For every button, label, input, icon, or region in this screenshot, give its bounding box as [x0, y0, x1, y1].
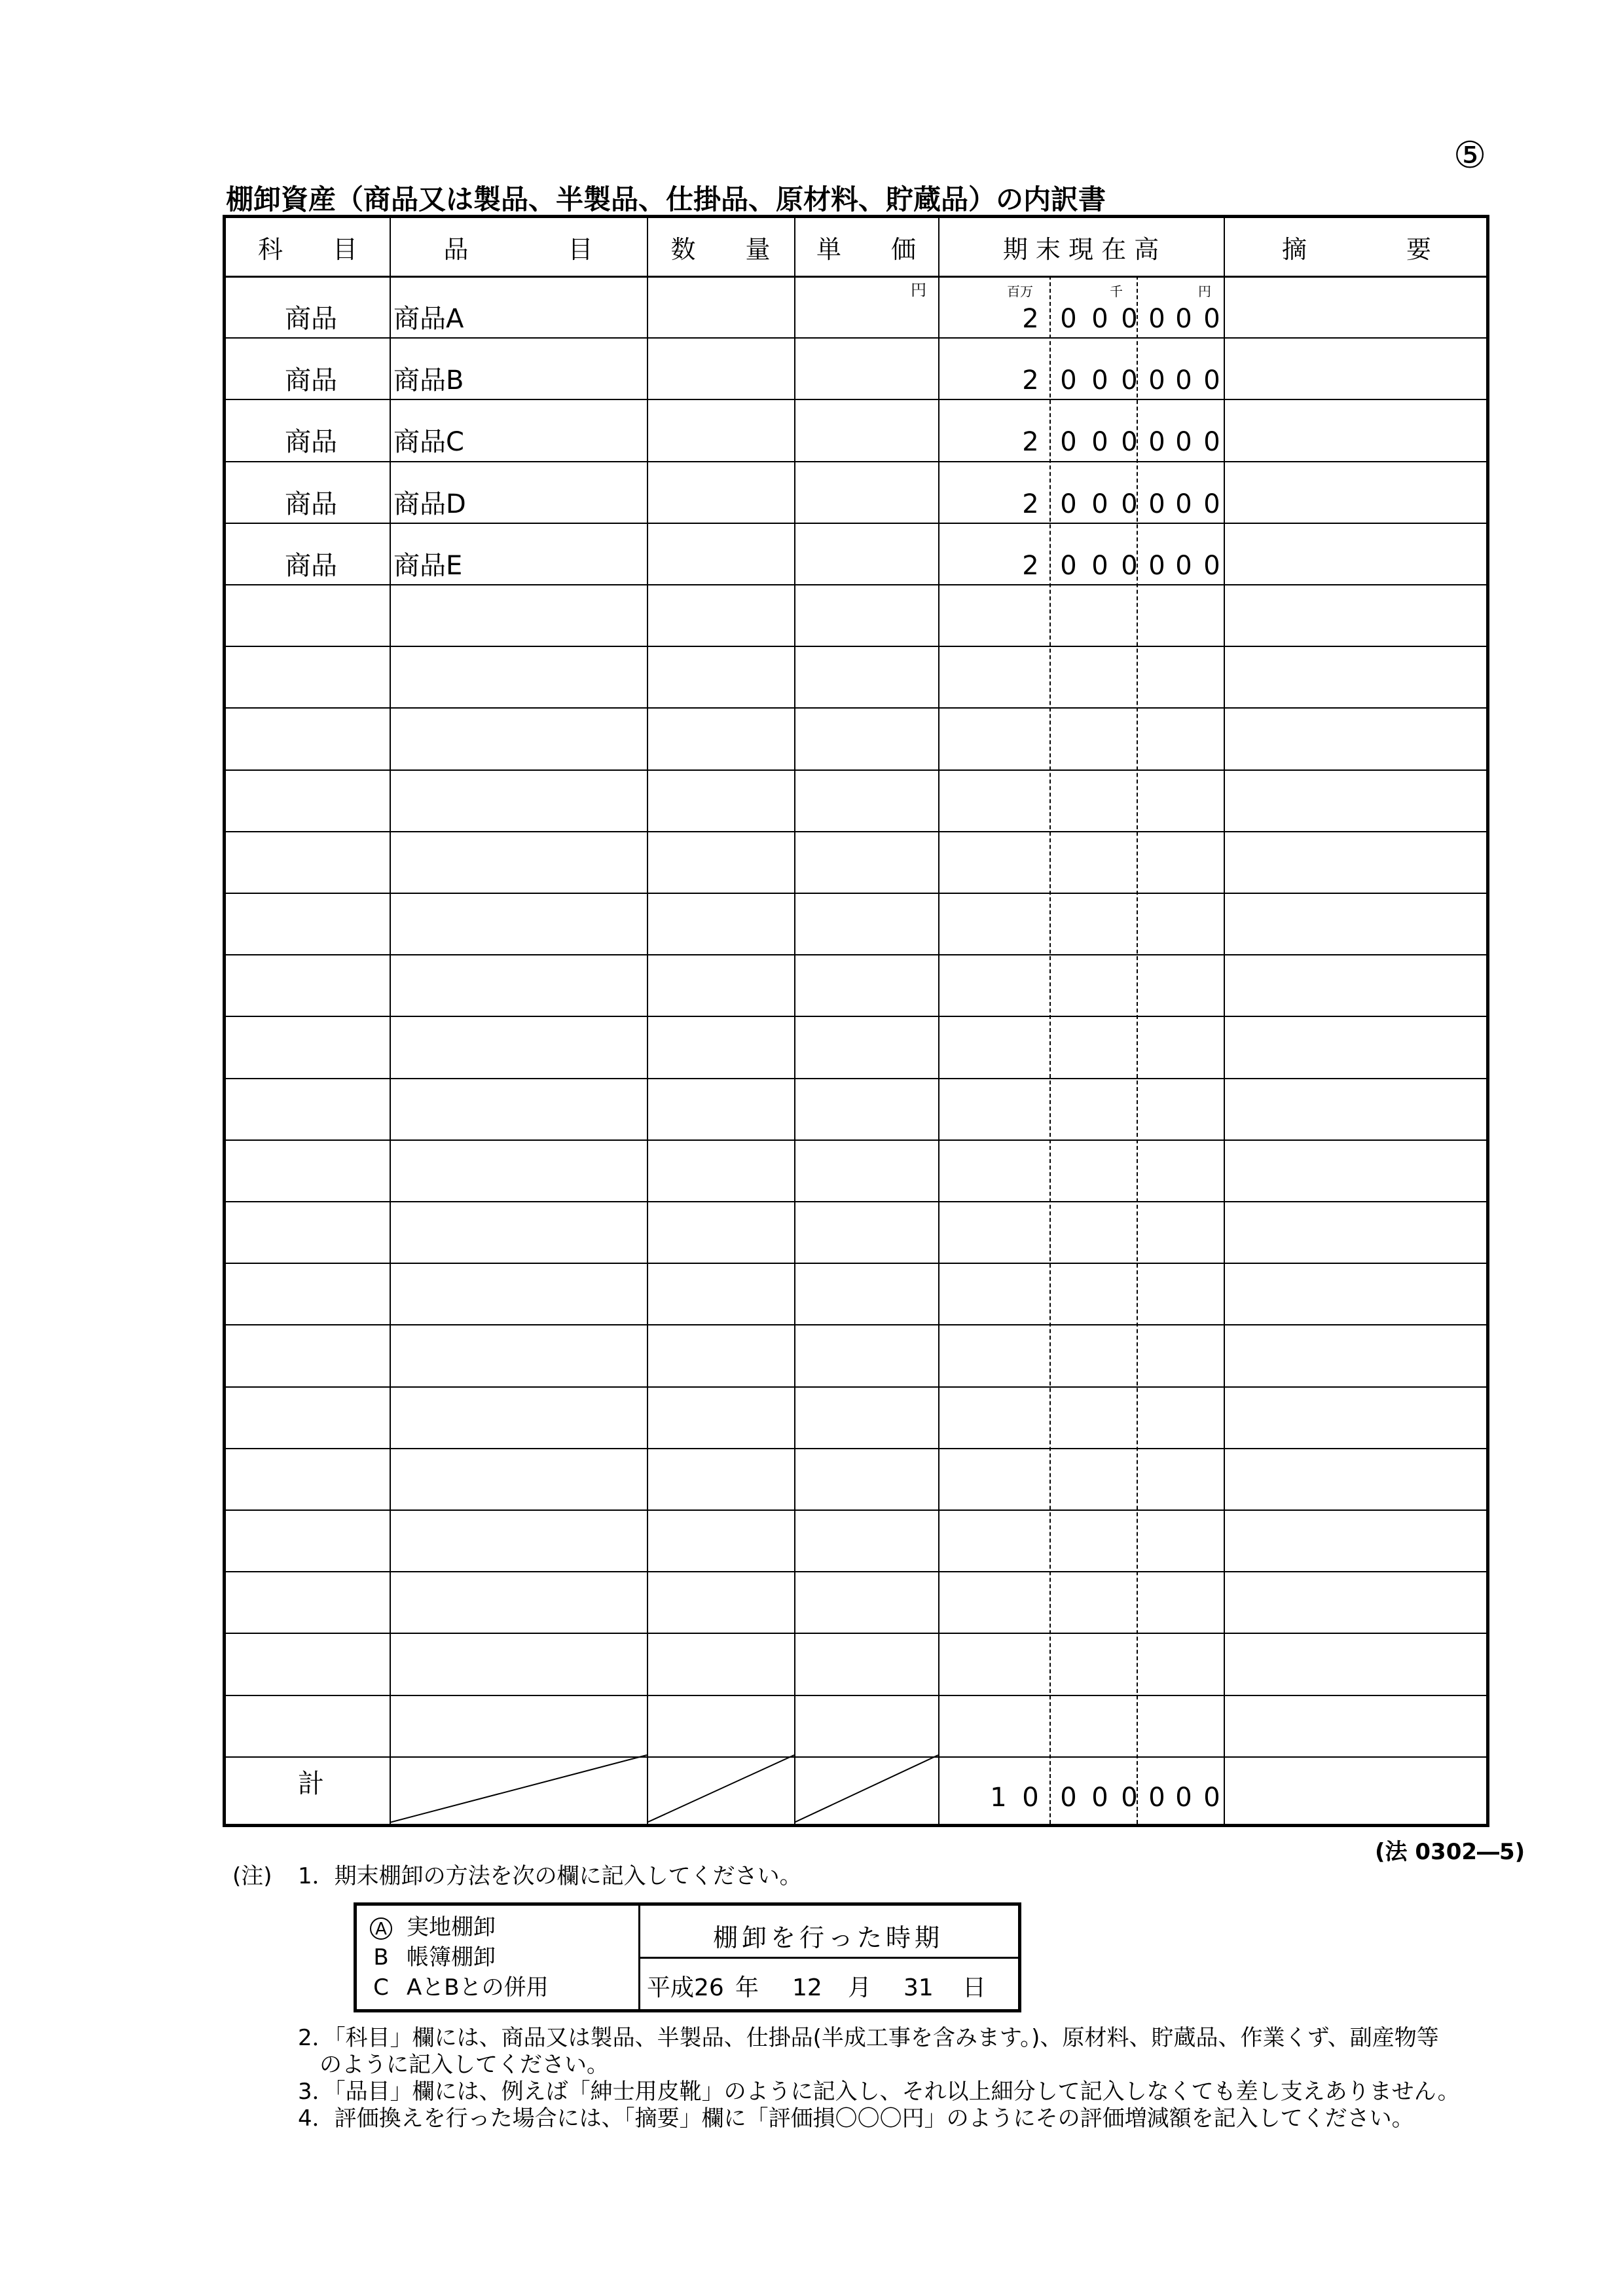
inventory-timing-label: 棚卸を行った時期 [712, 1923, 943, 1952]
note-4: 4．評価換えを行った場合には、「摘要」欄に「評価損〇〇〇円」のようにその評価増減額を記入してください。 [298, 2105, 1414, 2132]
unit-price-yen-label: 円 [911, 281, 926, 299]
amount-digit: 0 [1060, 550, 1077, 581]
row-divider [226, 1509, 1486, 1511]
method-option-c-letter: C [373, 1974, 389, 2001]
row-divider [226, 1078, 1486, 1079]
total-label: 計 [298, 1769, 324, 1799]
row-divider [226, 1695, 1486, 1696]
total-amount-digit: 0 [1022, 1783, 1039, 1813]
amount-digit: 2 [1022, 427, 1039, 458]
method-option-c-label: AとBとの併用 [407, 1974, 549, 2001]
note-3: 3．「品目」欄には、例えば「紳士用皮靴」のように記入し、それ以上細分して記入しなくても差し支えありません。 [298, 2079, 1460, 2105]
note-1: 1．期末棚卸の方法を次の欄に記入してください。 [298, 1863, 802, 1889]
row-item: 商品D [393, 489, 466, 519]
row-divider [226, 1263, 1486, 1264]
document-title: 棚卸資産（商品又は製品、半製品、仕掛品、原材料、貯蔵品）の内訳書 [226, 183, 1106, 215]
amount-digit: 0 [1203, 365, 1220, 396]
total-unit-price-diagonal [794, 1754, 938, 1824]
timing-day: 31 [903, 1974, 934, 2001]
amount-digit: 0 [1121, 489, 1138, 519]
header-item: 品 目 [443, 234, 593, 264]
amount-digit: 0 [1203, 489, 1220, 519]
row-subject: 商品 [285, 365, 337, 396]
amount-digit: 0 [1060, 365, 1077, 396]
column-divider [1224, 218, 1225, 1824]
timing-month: 12 [792, 1974, 822, 2001]
row-divider [226, 646, 1486, 647]
row-divider [226, 584, 1486, 585]
row-divider [226, 893, 1486, 894]
row-subject: 商品 [285, 489, 337, 519]
balance-thousand-label: 千 [1110, 284, 1123, 299]
row-subject: 商品 [285, 427, 337, 458]
notes-prefix: (注) [232, 1863, 272, 1889]
amount-digit: 2 [1022, 550, 1039, 581]
header-balance: 期 末 現 在 高 [1002, 234, 1159, 264]
timing-month-unit: 月 [848, 1974, 872, 2001]
total-amount-digit: 0 [1091, 1783, 1108, 1813]
amount-digit: 0 [1175, 304, 1192, 334]
note-2: 2．「科目」欄には、商品又は製品、半製品、仕掛品(半成工事を含みます。)、原材料、貯蔵品、作業くず、副産物等 [298, 2025, 1439, 2051]
digit-group-divider [1049, 276, 1051, 1824]
method-option-b-letter: B [373, 1944, 389, 1971]
row-item: 商品B [393, 365, 464, 396]
row-divider [226, 1139, 1486, 1141]
amount-digit: 2 [1022, 489, 1039, 519]
amount-digit: 0 [1148, 489, 1165, 519]
header-quantity: 数 量 [670, 234, 771, 264]
method-option-b [370, 1946, 496, 1969]
circle-mark: A [370, 1917, 392, 1940]
amount-digit: 0 [1060, 489, 1077, 519]
row-divider [226, 769, 1486, 771]
form-code: (法 0302―5) [1375, 1839, 1525, 1865]
row-divider [226, 1016, 1486, 1017]
column-divider [647, 218, 648, 1824]
total-item-diagonal [390, 1754, 647, 1824]
row-item: 商品A [393, 304, 464, 334]
total-amount-digit: 0 [1203, 1783, 1220, 1813]
timing-era-year: 平成26 [647, 1974, 724, 2001]
row-subject: 商品 [285, 304, 337, 334]
row-divider [226, 337, 1486, 339]
amount-digit: 0 [1148, 365, 1165, 396]
total-amount-digit: 0 [1121, 1783, 1138, 1813]
amount-digit: 0 [1091, 489, 1108, 519]
amount-digit: 0 [1148, 304, 1165, 334]
inventory-method-box [354, 1902, 1021, 2012]
amount-digit: 0 [1148, 550, 1165, 581]
row-divider [226, 1571, 1486, 1572]
amount-digit: 0 [1175, 550, 1192, 581]
row-subject: 商品 [285, 550, 337, 581]
note-2-continued: のように記入してください。 [319, 2052, 609, 2078]
amount-digit: 0 [1121, 304, 1138, 334]
row-divider [226, 1386, 1486, 1388]
amount-digit: 0 [1148, 427, 1165, 458]
column-divider [794, 218, 795, 1824]
method-option-a-label: 実地棚卸 [407, 1914, 496, 1940]
row-divider [226, 1201, 1486, 1202]
column-divider [938, 218, 939, 1824]
total-amount-digit: 0 [1175, 1783, 1192, 1813]
amount-digit: 0 [1060, 427, 1077, 458]
row-divider [226, 523, 1486, 524]
amount-digit: 0 [1091, 550, 1108, 581]
amount-digit: 2 [1022, 304, 1039, 334]
amount-digit: 2 [1022, 365, 1039, 396]
timing-year-unit: 年 [735, 1974, 759, 2001]
amount-digit: 0 [1060, 304, 1077, 334]
row-divider [226, 399, 1486, 400]
inventory-table [223, 215, 1489, 1827]
total-amount-digit: 1 [990, 1783, 1007, 1813]
balance-yen-label: 円 [1198, 284, 1211, 299]
amount-digit: 0 [1091, 365, 1108, 396]
row-divider [226, 1448, 1486, 1449]
total-amount-digit: 0 [1148, 1783, 1165, 1813]
amount-digit: 0 [1121, 550, 1138, 581]
method-option-c [370, 1976, 549, 1999]
amount-digit: 0 [1121, 365, 1138, 396]
row-divider [226, 707, 1486, 709]
row-divider [226, 1324, 1486, 1325]
row-divider [226, 276, 1486, 278]
row-item: 商品C [393, 427, 464, 458]
amount-digit: 0 [1175, 427, 1192, 458]
amount-digit: 0 [1091, 304, 1108, 334]
total-amount-digit: 0 [1060, 1783, 1077, 1813]
total-quantity-diagonal [647, 1754, 794, 1824]
method-option-b-label: 帳簿棚卸 [407, 1944, 496, 1971]
column-divider [390, 218, 391, 1824]
row-divider [226, 954, 1486, 955]
header-subject: 科 目 [257, 234, 357, 264]
amount-digit: 0 [1091, 427, 1108, 458]
amount-digit: 0 [1175, 365, 1192, 396]
header-remarks: 摘 要 [1281, 234, 1431, 264]
row-divider [226, 461, 1486, 462]
amount-digit: 0 [1203, 427, 1220, 458]
method-box-divider-h [638, 1957, 1018, 1959]
method-option-a [370, 1916, 496, 1940]
amount-digit: 0 [1175, 489, 1192, 519]
amount-digit: 0 [1121, 427, 1138, 458]
balance-million-label: 百万 [1007, 284, 1033, 299]
page-number: ⑤ [1453, 134, 1487, 177]
row-item: 商品E [393, 550, 463, 581]
header-unit-price: 単 価 [816, 234, 916, 264]
amount-digit: 0 [1203, 550, 1220, 581]
row-divider [226, 1633, 1486, 1634]
amount-digit: 0 [1203, 304, 1220, 334]
timing-day-unit: 日 [962, 1974, 987, 2001]
row-divider [226, 831, 1486, 832]
